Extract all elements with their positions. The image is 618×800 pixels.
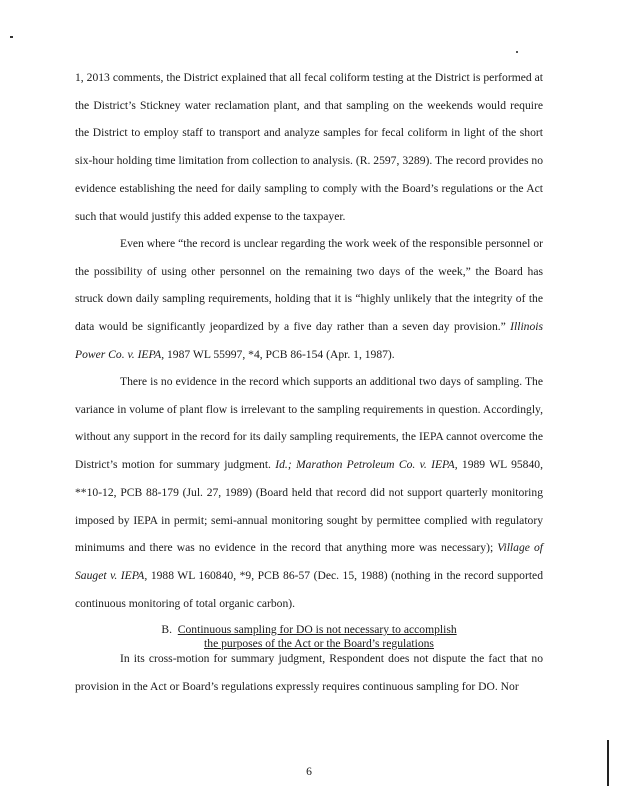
paragraph-1 [75,64,543,230]
citation-detail: 1988 WL 160840, *9, PCB 86-57 (Dec. 15, 1988) (nothing in the record supported continuous monitoring of total organic carbon). [75,568,543,610]
paragraph-2 [75,230,543,369]
scan-artifact [516,51,518,53]
paragraph-3-text: There is no evidence in the record which supports an additional two days of sampling. The variance in volume of plant flow is irrelevant to the sampling requirements in question. Accordingly, without any support in the record for its daily sampling requirements, the IEPA cannot overcome the District’s motion for summary judgment. [75,375,543,472]
margin-bar [607,740,609,786]
section-heading-line-1 [75,623,543,637]
case-citation: Village of Sauget v. IEPA, [75,541,543,582]
page-number: 6 [306,765,312,778]
section-title-line-1: Continuous sampling for DO is not necessary to accomplish [177,623,457,636]
id-citation: Id.; [275,458,292,472]
section-label: B. [161,623,172,636]
paragraph-3 [75,368,543,617]
case-citation: Illinois Power Co. v. IEPA, [75,320,544,361]
paragraph-1-text: 1, 2013 comments, the District explained that all fecal coliform testing at the District is performed at the District’s Stickney water reclamation plant, and that sampling on the weekends would require the District to employ staff to transport and analyze samples for fecal coliform in light of the short six-hour holding time limitation from collection to analysis. (R. 2597, 3289). The record provides no evidence establishing the need for daily sampling to comply with the Board’s regulations or the Act such that would justify this added expense to the taxpayer. [75,71,543,223]
citation-detail: 1989 WL 95840, **10-12, PCB 88-179 (Jul. 27, 1989) (Board held that record did not support quarterly monitoring imposed by IEPA in permit; semi-annual monitoring sought by permittee complied with regulatory minimums and there was no evidence in the record that anything more was necessary); [75,458,543,555]
paragraph-4-text: In its cross-motion for summary judgment, Respondent does not dispute the fact that no provision in the Act or Board’s regulations expressly requires continuous sampling for DO. Nor [75,652,543,693]
section-heading-line-2: the purposes of the Act or the Board’s regulations [204,637,434,650]
paragraph-2-text: Even where “the record is unclear regarding the work week of the responsible personnel or the possibility of using other personnel on the remaining two days of the week,” the Board has struck down daily sampling requirements, holding that it is “highly unlikely that the integrity of the data would be significantly jeopardized by a five day rather than a seven day provision.” [75,237,543,334]
case-citation: Marathon Petroleum Co. v. IEPA, [296,458,458,472]
citation-detail: 1987 WL 55997, *4, PCB 86-154 (Apr. 1, 1987). [167,347,395,361]
scan-artifact [10,36,13,38]
paragraph-4 [75,645,543,700]
